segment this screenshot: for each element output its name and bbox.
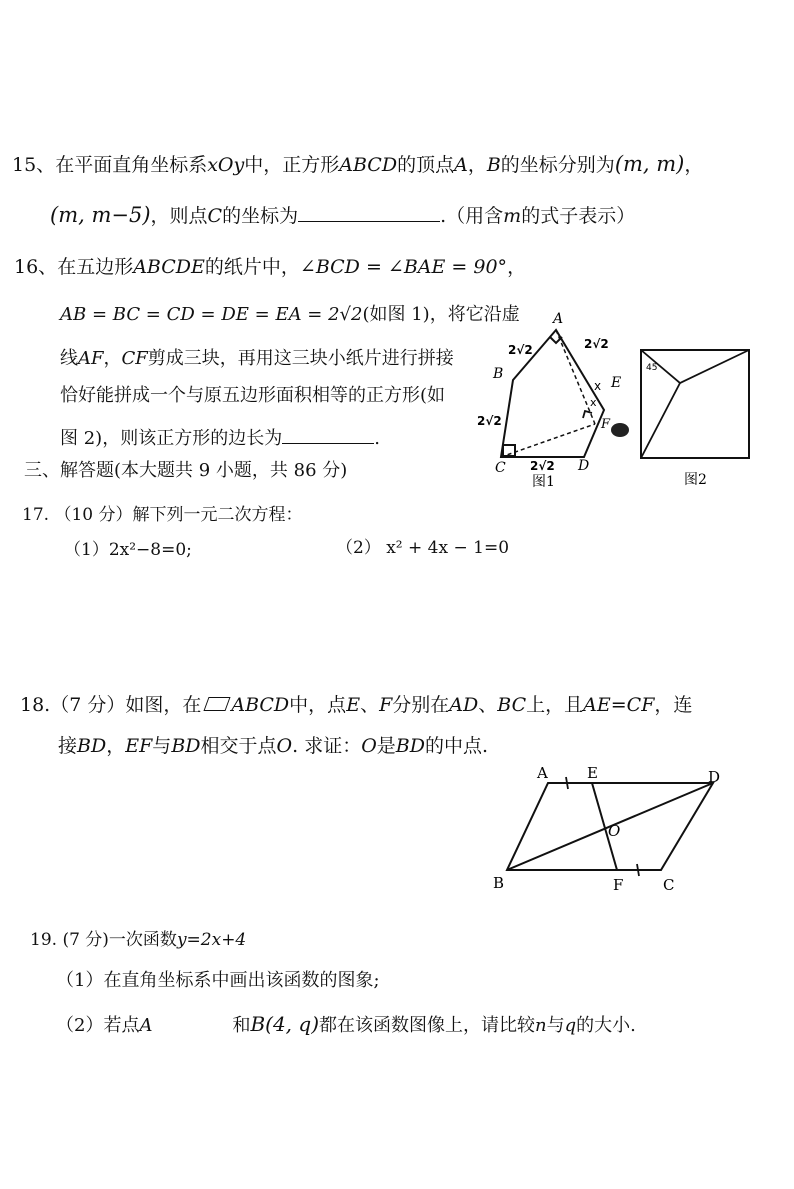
fig18-label-c: C: [663, 876, 675, 894]
fig1-caption: 图1: [532, 474, 555, 490]
fig18-label-o: O: [608, 822, 621, 840]
fig18-label-d: D: [708, 768, 721, 786]
fig18-label-f: F: [613, 876, 624, 894]
q16-line2: AB = BC = CD = DE = EA = 2√2(如图 1)，将它沿虚: [60, 304, 520, 325]
section-3-heading: 三、解答题(本大题共 9 小题，共 86 分): [24, 460, 348, 481]
fig18-label-b: B: [493, 874, 505, 892]
q15-line1: 15、在平面直角坐标系xOy中，正方形ABCD的顶点A，B的坐标分别为(m, m)，: [12, 152, 704, 176]
fig1-label-c: C: [495, 460, 506, 476]
q16-line1: 16、在五边形ABCDE的纸片中，∠BCD = ∠BAE = 90°，: [14, 256, 527, 278]
handwritten-2root2-ab: 2√2: [508, 343, 533, 357]
q16-line4: 恰好能拼成一个与原五边形面积相等的正方形(如: [60, 385, 446, 406]
parallelogram-symbol: [204, 697, 231, 711]
answer-blank-q15[interactable]: [298, 203, 440, 222]
fig18-label-e: E: [587, 764, 598, 782]
right-angle-a: [550, 337, 562, 343]
handwritten-2root2-bc: 2√2: [477, 414, 502, 428]
q16-number: 16、: [14, 256, 58, 278]
q19-part1: （1）在直角坐标系中画出该函数的图象;: [56, 970, 380, 991]
figure-2-square: [630, 340, 760, 490]
q19-part2: （2）若点A 和B(4, q)都在该函数图像上，请比较n与q的大小.: [56, 1012, 636, 1036]
answer-blank-q16[interactable]: [282, 425, 374, 444]
fig2-caption: 图2: [684, 472, 707, 488]
fig18-label-a: A: [537, 764, 548, 782]
tick-mark-ae: [566, 777, 568, 789]
handwritten-x-1: x: [594, 379, 602, 393]
handwritten-45: 45: [646, 363, 658, 373]
q16-line5: 图 2)，则该正方形的边长为 .: [60, 425, 380, 450]
figure-q18-parallelogram: [485, 760, 725, 895]
handwritten-2root2-ae: 2√2: [584, 337, 609, 351]
q17-part1: （1）2x²−8=0;: [64, 540, 192, 560]
q15-line2: (m, m−5)，则点C的坐标为 .（用含m的式子表示）: [50, 203, 636, 227]
fig1-label-f: F: [601, 417, 611, 432]
q18-line2: 接BD，EF与BD相交于点O. 求证：O是BD的中点.: [58, 735, 489, 757]
fig1-label-e: E: [611, 375, 622, 391]
fig1-label-b: B: [493, 366, 504, 382]
q16-line3: 线AF，CF剪成三块，再用这三块小纸片进行拼接: [60, 348, 454, 369]
figure-1-pentagon: [470, 308, 640, 488]
handwritten-2root2-cd: 2√2: [530, 459, 555, 473]
q15-number: 15、: [12, 154, 56, 176]
q17-part2: （2） x² + 4x − 1=0: [336, 538, 510, 558]
q18-line1: 18.（7 分）如图，在 ABCD中，点E、F分别在AD、BC上，且AE=CF，连: [20, 694, 693, 716]
ink-scribble: [611, 423, 629, 437]
square-cut-line-2: [641, 383, 680, 458]
fig1-label-a: A: [553, 311, 564, 327]
tick-mark-fc: [637, 864, 639, 876]
fig1-label-d: D: [578, 458, 590, 474]
handwritten-x-2: x: [590, 396, 597, 409]
q17-header: 17. （10 分）解下列一元二次方程：: [22, 505, 303, 525]
q19-header: 19. (7 分)一次函数y=2x+4: [30, 930, 247, 950]
